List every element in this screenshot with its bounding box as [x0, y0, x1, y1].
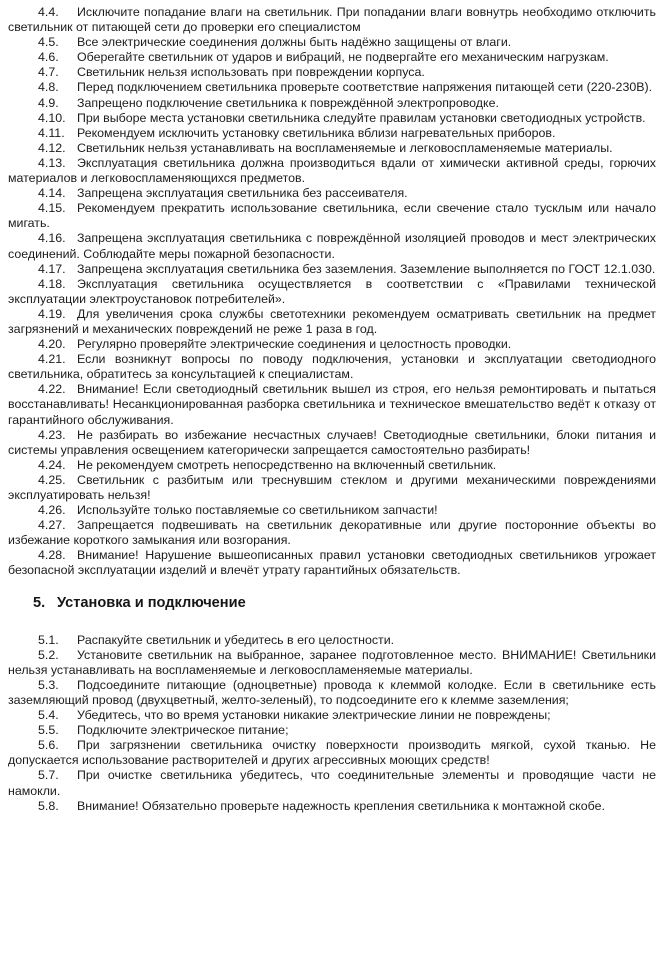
item-text: Распакуйте светильник и убедитесь в его целостности. [77, 632, 395, 647]
item-number: 4.28. [38, 548, 66, 563]
item-number: 4.24. [38, 457, 66, 472]
list-item [8, 186, 656, 201]
list-item [8, 708, 656, 723]
list-item [8, 5, 656, 35]
item-number: 4.13. [38, 155, 66, 170]
item-text: Запрещена эксплуатация светильника без рассеивателя. [77, 186, 408, 201]
list-item [8, 96, 656, 111]
list-item [8, 156, 656, 186]
item-text: Эксплуатация светильника должна производиться вдали от химически активной среды, горючих материалов и легковоспламеняющихся предметов. [8, 155, 656, 186]
item-text: Регулярно проверяйте электрические соединения и целостность проводки. [77, 337, 512, 352]
list-item [8, 352, 656, 382]
list-item [8, 738, 656, 768]
list-item [8, 231, 656, 261]
list-item [8, 337, 656, 352]
item-number: 4.27. [38, 518, 66, 533]
list-item [8, 65, 656, 80]
item-text: При загрязнении светильника очистку поверхности производить мягкой, сухой тканью. Не допускается использование растворителей и других агрессивных моющих средств! [8, 738, 656, 768]
item-text: Светильник нельзя устанавливать на воспламеняемые и легковоспламеняемые материалы. [77, 140, 613, 155]
item-number: 4.19. [38, 306, 66, 321]
list-item [8, 262, 656, 277]
item-number: 4.16. [38, 231, 66, 246]
list-item [8, 277, 656, 307]
list-item [8, 307, 656, 337]
item-number: 5.4. [38, 708, 59, 723]
list-item [8, 80, 656, 95]
item-number: 4.10. [38, 110, 66, 125]
item-number: 4.23. [38, 427, 66, 442]
list-item [8, 518, 656, 548]
item-text: Внимание! Обязательно проверьте надежность крепления светильника к монтажной скобе. [77, 798, 605, 813]
item-number: 4.6. [38, 50, 59, 65]
item-text: Убедитесь, что во время установки никакие электрические линии не повреждены; [77, 708, 551, 723]
item-text: Светильник с разбитым или треснувшим стеклом и другими механическими повреждениями эксплуатировать нельзя! [8, 472, 656, 502]
item-number: 4.7. [38, 65, 59, 80]
item-number: 4.22. [38, 382, 66, 397]
item-number: 5.1. [38, 632, 59, 647]
section-4-items [8, 5, 656, 579]
item-number: 5.5. [38, 723, 59, 738]
item-text: Не разбирать во избежание несчастных случаев! Светодиодные светильники, блоки питания и системы управления освещением категорически запрещается самостоятельно разбирать! [8, 427, 656, 457]
list-item [8, 648, 656, 678]
item-text: Оберегайте светильник от ударов и вибраций, не подвергайте его механическим нагрузкам. [77, 50, 609, 65]
section-5-heading-text: Установка и подключение [57, 594, 246, 611]
item-text: Перед подключением светильника проверьте соответствие напряжения питающей сети (220-230В). [77, 80, 653, 95]
list-item [8, 503, 656, 518]
item-number: 5.7. [38, 768, 59, 783]
item-text: Внимание! Нарушение вышеописанных правил установки светодиодных светильников угрожает безопасной эксплуатации изделий и влечёт утрату гарантийных обязательств. [8, 548, 656, 578]
list-item [8, 458, 656, 473]
item-text: При выборе места установки светильника следуйте правилам установки светодиодных устройств. [77, 110, 646, 125]
list-item [8, 141, 656, 156]
list-item [8, 799, 656, 814]
section-5-heading-number: 5. [33, 594, 46, 611]
list-item [8, 633, 656, 648]
item-text: Все электрические соединения должны быть надёжно защищены от влаги. [77, 35, 512, 50]
item-number: 5.2. [38, 647, 59, 662]
item-text: Используйте только поставляемые со светильником запчасти! [77, 503, 438, 518]
item-number: 4.4. [38, 5, 59, 19]
list-item [8, 678, 656, 708]
list-item [8, 382, 656, 427]
item-number: 4.18. [38, 276, 66, 291]
item-text: Исключите попадание влаги на светильник. При попадании влаги вовнутрь необходимо отключить светильник от питающей сети до проверки его специалистом [8, 5, 656, 35]
list-item [8, 35, 656, 50]
item-text: Рекомендуем прекратить использование светильника, если свечение стало тусклым или начало мигать. [8, 201, 656, 231]
item-number: 5.6. [38, 738, 59, 753]
list-item [8, 111, 656, 126]
item-text: Для увеличения срока службы светотехники рекомендуем осматривать светильник на предмет загрязнений и механических повреждений не реже 1 раза в год. [8, 306, 656, 336]
item-number: 4.25. [38, 472, 66, 487]
item-text: Рекомендуем исключить установку светильника вблизи нагревательных приборов. [77, 125, 556, 140]
item-number: 4.20. [38, 337, 66, 352]
list-item [8, 201, 656, 231]
list-item [8, 768, 656, 798]
item-text: Запрещена эксплуатация светильника с повреждённой изоляцией проводов и мест электрических соединений. Соблюдайте меры пожарной безопасности. [8, 231, 656, 261]
item-number: 4.5. [38, 35, 59, 50]
item-number: 4.15. [38, 201, 66, 216]
list-item [8, 428, 656, 458]
section-5-heading [33, 594, 656, 612]
item-text: Если возникнут вопросы по поводу подключения, установки и эксплуатации светодиодного светильника, обратитесь за консультацией к специалистам. [8, 352, 656, 382]
item-number: 4.11. [38, 125, 65, 140]
item-text: Подключите электрическое питание; [77, 723, 289, 738]
item-text: Светильник нельзя использовать при повреждении корпуса. [77, 65, 425, 80]
item-number: 5.3. [38, 677, 59, 692]
item-text: Подсоедините питающие (одноцветные) провода к клеммой колодке. Если в светильнике есть заземляющий провод (двухцветный, желто-зеленый), то подсоедините его к клемме заземления; [8, 677, 656, 707]
item-text: При очистке светильника убедитесь, что соединительные элементы и проводящие части не намокли. [8, 768, 656, 798]
item-number: 4.26. [38, 503, 66, 518]
list-item [8, 723, 656, 738]
item-text: Запрещается подвешивать на светильник декоративные или другие посторонние объекты во избежание короткого замыкания или возгорания. [8, 518, 656, 548]
item-text: Установите светильник на выбранное, заранее подготовленное место. ВНИМАНИЕ! Светильники нельзя устанавливать на воспламеняемые и легковоспламеняемые материалы. [8, 647, 656, 677]
item-number: 4.14. [38, 186, 66, 201]
item-number: 4.17. [38, 261, 66, 276]
item-number: 5.8. [38, 798, 59, 813]
item-text: Внимание! Если светодиодный светильник вышел из строя, его нельзя ремонтировать и пытаться восстанавливать! Несанкционированная разборка светильника и техническое вмешательство ведёт к отказу от гарантийного обслуживания. [8, 382, 656, 427]
item-number: 4.21. [38, 352, 66, 367]
list-item [8, 126, 656, 141]
item-text: Запрещено подключение светильника к повреждённой электропроводке. [77, 95, 499, 110]
item-text: Не рекомендуем смотреть непосредственно на включенный светильник. [77, 457, 497, 472]
section-5-items [8, 633, 656, 814]
item-number: 4.8. [38, 80, 59, 95]
list-item [8, 473, 656, 503]
item-text: Запрещена эксплуатация светильника без заземления. Заземление выполняется по ГОСТ 12.1.030. [77, 261, 656, 276]
item-number: 4.12. [38, 140, 66, 155]
list-item [8, 548, 656, 578]
item-number: 4.9. [38, 95, 59, 110]
item-text: Эксплуатация светильника осуществляется в соответствии с «Правилами технической эксплуатации электроустановок потребителей». [8, 276, 656, 306]
list-item [8, 50, 656, 65]
